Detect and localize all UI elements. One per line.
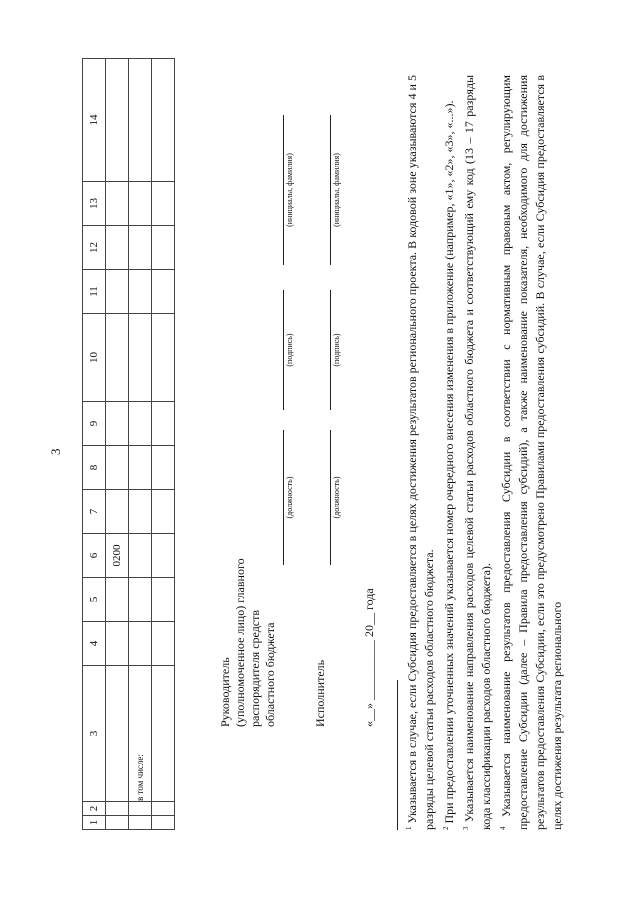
date-line: «__» __________ 20__ года xyxy=(362,588,376,727)
col-number: 3 xyxy=(83,666,106,802)
signature-line xyxy=(330,290,331,410)
signature-line xyxy=(283,290,284,410)
col-number: 5 xyxy=(83,578,106,622)
position-line xyxy=(283,430,284,565)
footnote: $^4$ Указывается наименование результатов предоставления Субсидии в соответствии с нормативным правовым актом, регулирующим предоставление Субсидии (далее – Правила предоставления субсидий), а также наименование показателя, необходимого для достижения результатов предоставления Субсидии, если это предусмотрено Правилами предоставления субсидий. В случае, если Субсидия предоставляется в целях достижения результата регионального xyxy=(499,75,564,830)
footnote: $^1$ Указывается в случае, если Субсидия предоставляется в целях достижения результатов регионального проекта. В кодовой зоне указываются 4 и 5 разряды целевой статьи расходов областного бюджета. xyxy=(405,74,436,830)
col-number: 11 xyxy=(83,270,106,314)
col-number: 9 xyxy=(83,402,106,446)
col-number: 6 xyxy=(83,534,106,578)
name-caption: (инициалы, фамилия) xyxy=(285,153,294,227)
signature-caption: (подпись) xyxy=(285,333,294,367)
footnote-divider xyxy=(397,680,398,830)
col-number: 14 xyxy=(83,59,106,182)
col-number: 4 xyxy=(83,622,106,666)
signature-caption: (подпись) xyxy=(332,333,341,367)
executor-label: Исполнитель xyxy=(313,659,327,727)
col-number: 2 xyxy=(83,802,106,816)
name-line xyxy=(330,115,331,265)
footnotes xyxy=(401,75,566,830)
col-number: 12 xyxy=(83,226,106,270)
table-row xyxy=(152,59,175,830)
head-label: Руководитель (уполномоченное лицо) главного распорядителя средств областного бюджета xyxy=(218,558,277,727)
table-row xyxy=(106,59,129,830)
page-number: 3 xyxy=(48,448,63,455)
footnote: $^2$ При предоставлении уточненных значений указывается номер очередного внесения изменения в приложение (например, «1», «2», «3», «...»). xyxy=(442,100,456,830)
footnote: $^3$ Указывается наименование направления расходов целевой статьи расходов областного бюджета и соответствующий ему код (13 – 17 разряды кода классификации расходов областного бюджета). xyxy=(462,74,493,830)
col-number: 7 xyxy=(83,490,106,534)
name-line xyxy=(283,115,284,265)
col-number: 10 xyxy=(83,314,106,402)
col-number: 1 xyxy=(83,816,106,830)
including-label: в том числе: xyxy=(129,666,152,802)
code-cell: 0200 xyxy=(106,534,129,578)
col-number: 13 xyxy=(83,182,106,226)
report-table xyxy=(82,58,175,830)
col-number: 8 xyxy=(83,446,106,490)
position-caption: (должность) xyxy=(332,476,341,519)
position-caption: (должность) xyxy=(285,476,294,519)
column-number-row xyxy=(83,59,106,830)
table-row xyxy=(129,59,152,830)
position-line xyxy=(330,430,331,565)
name-caption: (инициалы, фамилия) xyxy=(332,153,341,227)
